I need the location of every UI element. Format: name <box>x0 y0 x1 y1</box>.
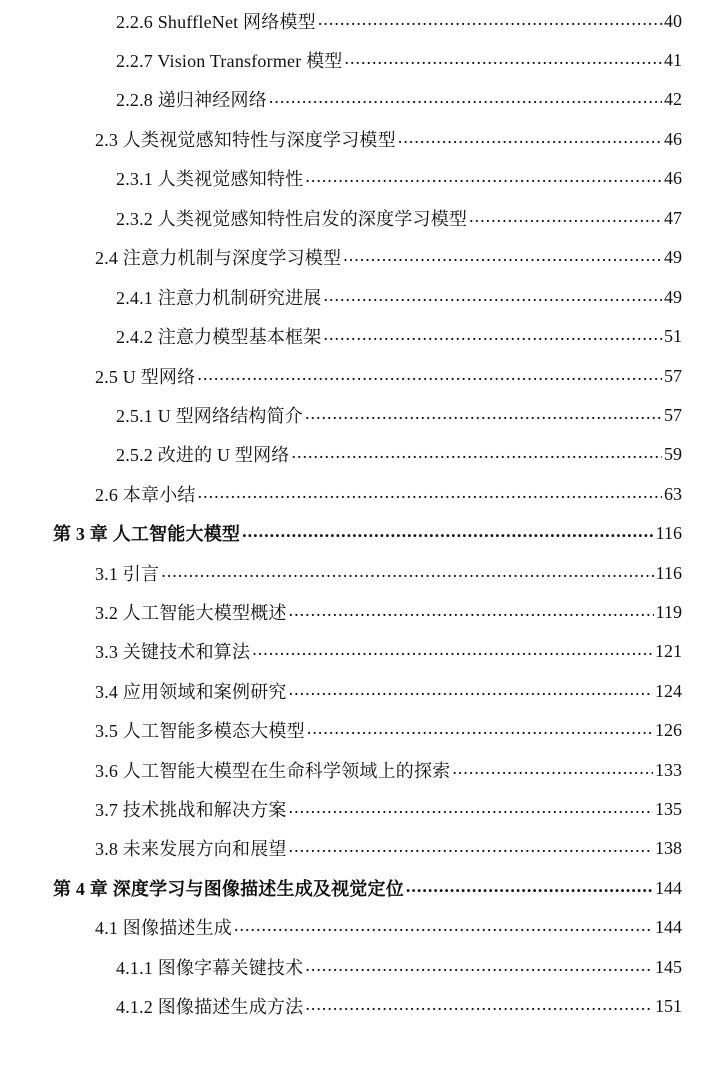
leader-dots <box>469 206 662 227</box>
leader-dots <box>289 600 654 621</box>
leader-dots <box>305 166 662 187</box>
entry-title: 2.6 本章小结 <box>95 485 196 505</box>
entry-page: 47 <box>664 207 682 228</box>
entry-title: 2.4.2 注意力模型基本框架 <box>116 327 322 347</box>
toc-entry[interactable] <box>0 833 712 863</box>
entry-title: 3.3 关键技术和算法 <box>95 642 251 662</box>
entry-page: 40 <box>664 10 682 31</box>
entry-title: 2.3.1 人类视觉感知特性 <box>116 169 304 189</box>
entry-page: 116 <box>655 562 682 583</box>
leader-dots <box>305 403 662 424</box>
entry-title: 2.5.2 改进的 U 型网络 <box>116 445 290 465</box>
entry-page: 57 <box>664 404 682 425</box>
leader-dots <box>161 561 653 582</box>
entry-page: 41 <box>664 49 682 70</box>
entry-page: 42 <box>664 88 682 109</box>
leader-dots <box>398 127 662 148</box>
toc-entry[interactable] <box>0 715 712 745</box>
entry-page: 46 <box>664 128 682 149</box>
entry-title: 3.1 引言 <box>95 564 160 584</box>
leader-dots <box>307 718 653 739</box>
toc-entry[interactable] <box>0 439 712 469</box>
leader-dots <box>289 836 653 857</box>
entry-title: 第 4 章 深度学习与图像描述生成及视觉定位 <box>53 879 404 899</box>
entry-title: 2.2.6 ShuffleNet 网络模型 <box>116 12 316 32</box>
toc-chapter-entry[interactable] <box>0 518 712 548</box>
entry-title: 4.1.2 图像描述生成方法 <box>116 997 304 1017</box>
toc-entry[interactable] <box>0 676 712 706</box>
entry-title: 2.3.2 人类视觉感知特性启发的深度学习模型 <box>116 209 468 229</box>
leader-dots <box>197 364 662 385</box>
entry-title: 2.2.8 递归神经网络 <box>116 90 267 110</box>
entry-title: 4.1 图像描述生成 <box>95 918 232 938</box>
leader-dots <box>234 915 653 936</box>
entry-title: 2.5.1 U 型网络结构简介 <box>116 406 303 426</box>
toc-entry[interactable] <box>0 794 712 824</box>
leader-dots <box>242 521 654 542</box>
entry-page: 126 <box>655 719 682 740</box>
entry-page: 124 <box>655 680 682 701</box>
leader-dots <box>305 994 653 1015</box>
toc-entry[interactable] <box>0 242 712 272</box>
leader-dots <box>198 482 662 503</box>
entry-page: 133 <box>655 759 682 780</box>
entry-title: 3.8 未来发展方向和展望 <box>95 839 287 859</box>
entry-title: 2.5 U 型网络 <box>95 367 196 387</box>
leader-dots <box>269 87 662 108</box>
leader-dots <box>292 442 663 463</box>
leader-dots <box>289 797 653 818</box>
entry-title: 2.2.7 Vision Transformer 模型 <box>116 51 343 71</box>
entry-title: 2.4 注意力机制与深度学习模型 <box>95 248 342 268</box>
toc-chapter-entry[interactable] <box>0 873 712 903</box>
leader-dots <box>345 48 663 69</box>
entry-title: 3.6 人工智能大模型在生命科学领域上的探索 <box>95 761 451 781</box>
entry-page: 121 <box>655 640 682 661</box>
toc-entry[interactable] <box>0 124 712 154</box>
entry-title: 3.2 人工智能大模型概述 <box>95 603 287 623</box>
entry-page: 144 <box>655 916 682 937</box>
entry-title: 3.5 人工智能多模态大模型 <box>95 721 305 741</box>
toc-entry[interactable] <box>0 321 712 351</box>
entry-page: 135 <box>655 798 682 819</box>
leader-dots <box>289 679 653 700</box>
leader-dots <box>305 955 653 976</box>
toc-entry[interactable] <box>0 558 712 588</box>
entry-page: 119 <box>655 601 682 622</box>
leader-dots <box>318 9 662 30</box>
entry-page: 116 <box>655 522 682 543</box>
entry-page: 49 <box>664 286 682 307</box>
leader-dots <box>406 876 653 897</box>
leader-dots <box>343 245 662 266</box>
leader-dots <box>324 285 663 306</box>
entry-title: 2.4.1 注意力机制研究进展 <box>116 288 322 308</box>
entry-title: 2.3 人类视觉感知特性与深度学习模型 <box>95 130 396 150</box>
toc-entry[interactable] <box>0 755 712 785</box>
leader-dots <box>452 758 653 779</box>
toc-entry[interactable] <box>0 203 712 233</box>
toc-entry[interactable] <box>0 636 712 666</box>
toc-entry[interactable] <box>0 6 712 36</box>
entry-page: 51 <box>664 325 682 346</box>
toc-entry[interactable] <box>0 282 712 312</box>
toc-entry[interactable] <box>0 991 712 1021</box>
entry-page: 151 <box>655 995 682 1016</box>
entry-title: 4.1.1 图像字幕关键技术 <box>116 958 304 978</box>
entry-page: 138 <box>655 837 682 858</box>
toc-entry[interactable] <box>0 597 712 627</box>
leader-dots <box>252 639 653 660</box>
entry-page: 63 <box>664 483 682 504</box>
toc-entry[interactable] <box>0 479 712 509</box>
toc-entry[interactable] <box>0 84 712 114</box>
toc-entry[interactable] <box>0 361 712 391</box>
entry-title: 3.4 应用领域和案例研究 <box>95 682 287 702</box>
entry-title: 第 3 章 人工智能大模型 <box>53 524 241 544</box>
entry-page: 145 <box>655 956 682 977</box>
entry-page: 46 <box>664 167 682 188</box>
entry-page: 144 <box>655 877 682 898</box>
toc-entry[interactable] <box>0 912 712 942</box>
leader-dots <box>324 324 663 345</box>
entry-page: 57 <box>664 365 682 386</box>
toc-entry[interactable] <box>0 400 712 430</box>
toc-entry[interactable] <box>0 45 712 75</box>
entry-page: 49 <box>664 246 682 267</box>
entry-page: 59 <box>664 443 682 464</box>
toc-entry[interactable] <box>0 952 712 982</box>
entry-title: 3.7 技术挑战和解决方案 <box>95 800 287 820</box>
toc-entry[interactable] <box>0 163 712 193</box>
